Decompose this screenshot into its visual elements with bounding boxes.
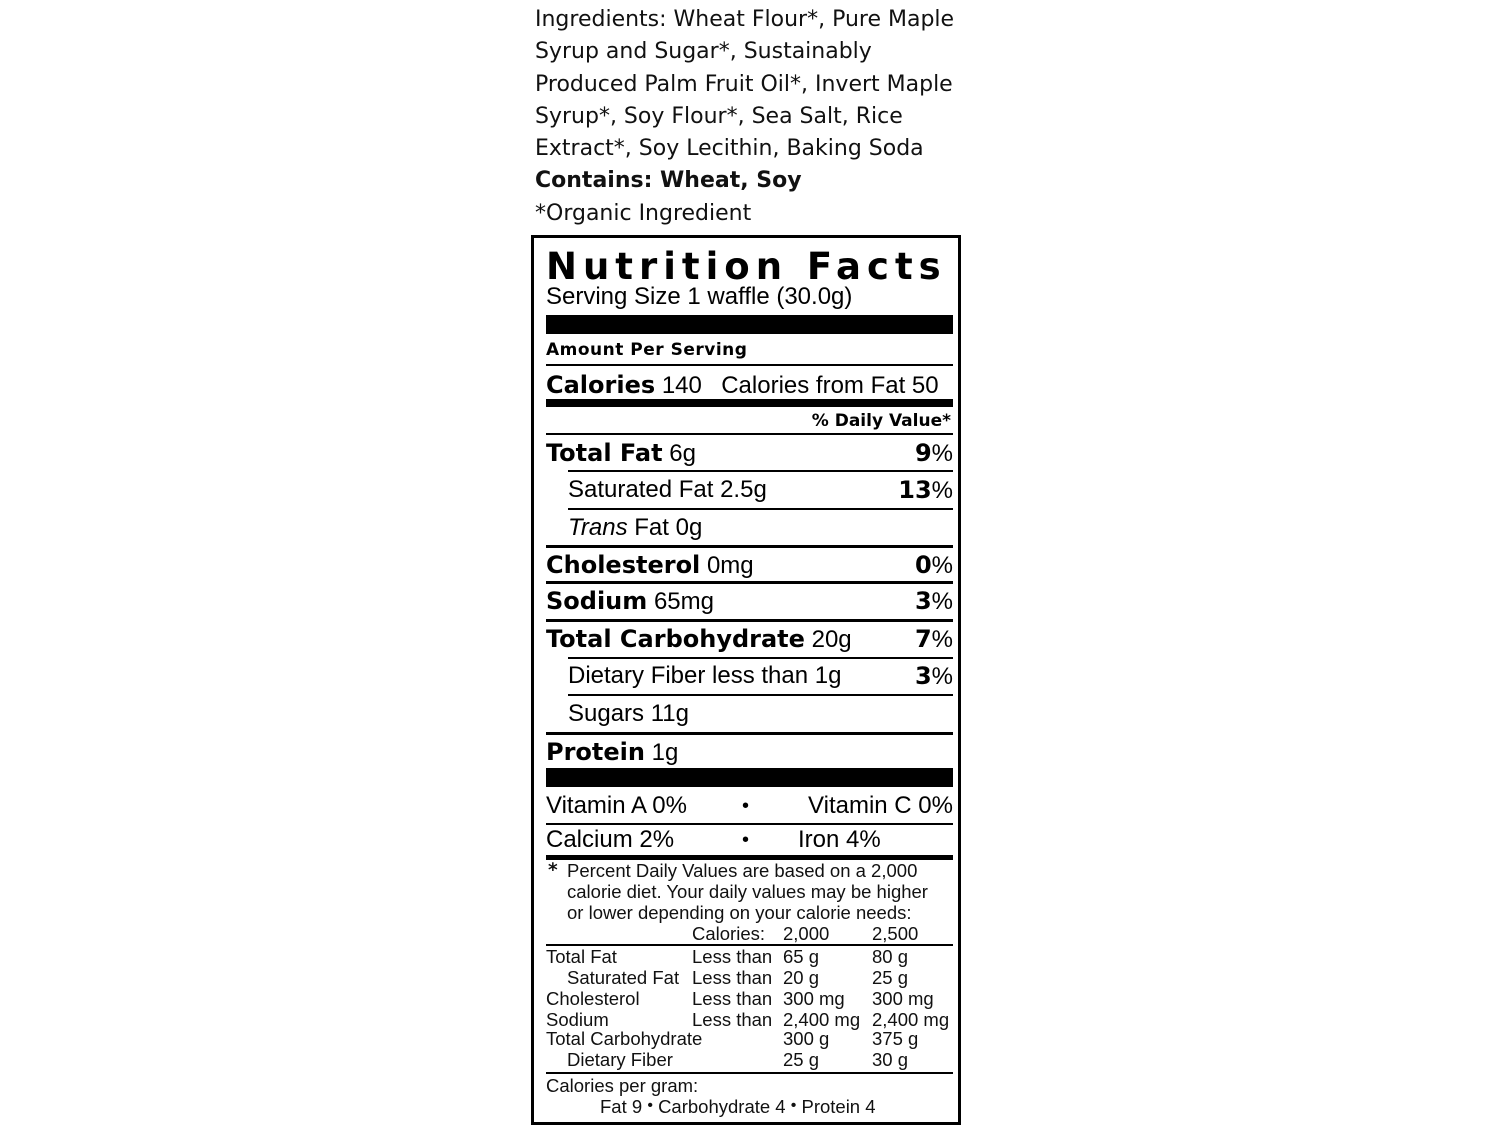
- percent-sign: %: [931, 626, 953, 653]
- nutrient-row-total-carbohydrate: [546, 622, 953, 656]
- bullet: •: [647, 1097, 653, 1114]
- trans-italic: Trans: [568, 514, 628, 541]
- dv-table-value-2000: 65 g: [783, 946, 820, 967]
- nutrient-row-total-fat: [546, 436, 953, 470]
- nutrient-row-trans-fat: [546, 511, 953, 545]
- dv-table-nutrient: Total Fat: [546, 946, 617, 967]
- nutrient-name: Total Carbohydrate: [546, 625, 805, 653]
- nutrient-amount: 6g: [669, 440, 696, 467]
- nutrient-row-dietary-fiber: [546, 659, 953, 693]
- dv-table-value-2500: 375 g: [872, 1028, 919, 1049]
- daily-value-percent: 3: [914, 587, 932, 615]
- calories-from-fat: Calories from Fat 50: [721, 372, 939, 399]
- dv-table-value-2500: 25 g: [872, 967, 909, 988]
- daily-value-percent: 7: [914, 625, 932, 653]
- divider: [546, 1072, 953, 1074]
- panel-title: Nutrition Facts: [546, 245, 947, 288]
- footnote-star: *: [548, 860, 558, 881]
- vitamin-c: Vitamin C 0%: [808, 792, 953, 819]
- nutrient-row-sodium: [546, 584, 953, 618]
- divider: [568, 694, 953, 696]
- calcium: Calcium 2%: [546, 826, 675, 853]
- bullet: •: [742, 829, 750, 851]
- calories-per-gram-values: [600, 1096, 876, 1119]
- dv-table-qualifier: Less than: [692, 1009, 773, 1030]
- percent-sign: %: [931, 663, 953, 690]
- dv-table-value-2000: 2,400 mg: [783, 1009, 861, 1030]
- footnote-line: or lower depending on your calorie needs:: [567, 902, 912, 923]
- dv-table-value-2000: 300 mg: [783, 988, 845, 1009]
- nutrient-row-protein: [546, 735, 953, 769]
- percent-sign: %: [931, 477, 953, 504]
- nutrition-facts-panel: [531, 235, 961, 1125]
- dv-table-nutrient: Saturated Fat: [567, 967, 680, 988]
- dv-table-nutrient: Cholesterol: [546, 988, 640, 1009]
- footnote-line: Percent Daily Values are based on a 2,000: [567, 860, 918, 881]
- divider: [568, 508, 953, 510]
- calories-per-gram-label: Calories per gram:: [546, 1075, 699, 1096]
- ingredients-line: Syrup and Sugar*, Sustainably: [535, 39, 872, 65]
- calories-line: [546, 370, 939, 401]
- dv-table-value-2000: 20 g: [783, 967, 820, 988]
- nutrient-name: Cholesterol: [546, 551, 701, 579]
- nutrient-amount: 1g: [651, 739, 679, 766]
- dv-table-header-2500: 2,500: [872, 923, 919, 944]
- percent-sign: %: [931, 440, 953, 467]
- calories-label: Calories: [546, 371, 656, 399]
- dv-table-value-2000: 300 g: [783, 1028, 830, 1049]
- cpg-protein: Protein 4: [801, 1096, 876, 1117]
- allergen-statement: Contains: Wheat, Soy: [535, 168, 802, 194]
- amount-per-serving: Amount Per Serving: [546, 340, 748, 360]
- dv-table-value-2500: 2,400 mg: [872, 1009, 950, 1030]
- divider: [546, 433, 953, 435]
- nutrient-name: Protein: [546, 738, 645, 766]
- nutrient-name: Fat 0g: [634, 514, 703, 541]
- percent-sign: %: [931, 552, 953, 579]
- nutrient-row-saturated-fat: [546, 473, 953, 507]
- footnote-line: calorie diet. Your daily values may be higher: [567, 881, 928, 902]
- ingredients-block: [535, 4, 975, 230]
- medium-divider: [546, 399, 953, 407]
- dv-table-qualifier: Less than: [692, 988, 773, 1009]
- nutrient-amount: 65mg: [653, 588, 714, 615]
- nutrient-name: Sodium: [546, 587, 648, 615]
- dv-table-nutrient: Sodium: [546, 1009, 609, 1030]
- nutrient-row-cholesterol: [546, 548, 953, 582]
- dv-table-qualifier: Less than: [692, 967, 773, 988]
- ingredients-line: Produced Palm Fruit Oil*, Invert Maple: [535, 71, 953, 97]
- nutrient-name: Total Fat: [546, 439, 663, 467]
- daily-value-header: % Daily Value*: [811, 411, 951, 431]
- ingredients-line: Extract*, Soy Lecithin, Baking Soda: [535, 136, 924, 162]
- divider: [568, 470, 953, 472]
- thick-divider: [546, 315, 953, 334]
- dv-table-nutrient: Dietary Fiber: [567, 1049, 673, 1070]
- cpg-carbohydrate: Carbohydrate 4: [658, 1096, 786, 1117]
- dv-table-value-2500: 30 g: [872, 1049, 909, 1070]
- nutrient-amount: 20g: [811, 626, 852, 653]
- daily-value-percent: 13: [898, 476, 932, 504]
- daily-value-percent: 9: [914, 439, 932, 467]
- dv-table-nutrient: Total Carbohydrate: [546, 1028, 703, 1049]
- dv-table-value-2000: 25 g: [783, 1049, 820, 1070]
- dv-table-header-2000: 2,000: [783, 923, 830, 944]
- thick-divider: [546, 768, 953, 787]
- serving-size: Serving Size 1 waffle (30.0g): [546, 283, 853, 310]
- nutrient-row-sugars: [546, 697, 953, 731]
- dv-table-value-2500: 300 mg: [872, 988, 934, 1009]
- dv-table-header-label: Calories:: [692, 923, 765, 944]
- nutrient-name: Sugars 11g: [568, 700, 689, 727]
- bullet: •: [790, 1097, 797, 1114]
- organic-note: *Organic Ingredient: [535, 200, 752, 226]
- ingredients-line: Syrup*, Soy Flour*, Sea Salt, Rice: [535, 103, 903, 129]
- iron: Iron 4%: [798, 826, 881, 853]
- daily-value-percent: 3: [914, 662, 932, 690]
- nutrient-amount: 0mg: [706, 552, 754, 579]
- calories-value: 140: [661, 372, 702, 399]
- ingredients-line: Ingredients: Wheat Flour*, Pure Maple: [535, 7, 955, 32]
- nutrient-name: Saturated Fat 2.5g: [568, 476, 767, 503]
- cpg-fat: Fat 9: [600, 1096, 643, 1117]
- bullet: •: [742, 795, 750, 817]
- daily-value-percent: 0: [914, 551, 932, 579]
- vitamin-a: Vitamin A 0%: [546, 792, 687, 819]
- percent-sign: %: [931, 588, 953, 615]
- divider: [546, 364, 953, 366]
- dv-table-qualifier: Less than: [692, 946, 773, 967]
- dv-table-value-2500: 80 g: [872, 946, 909, 967]
- nutrient-name: Dietary Fiber less than 1g: [568, 662, 842, 689]
